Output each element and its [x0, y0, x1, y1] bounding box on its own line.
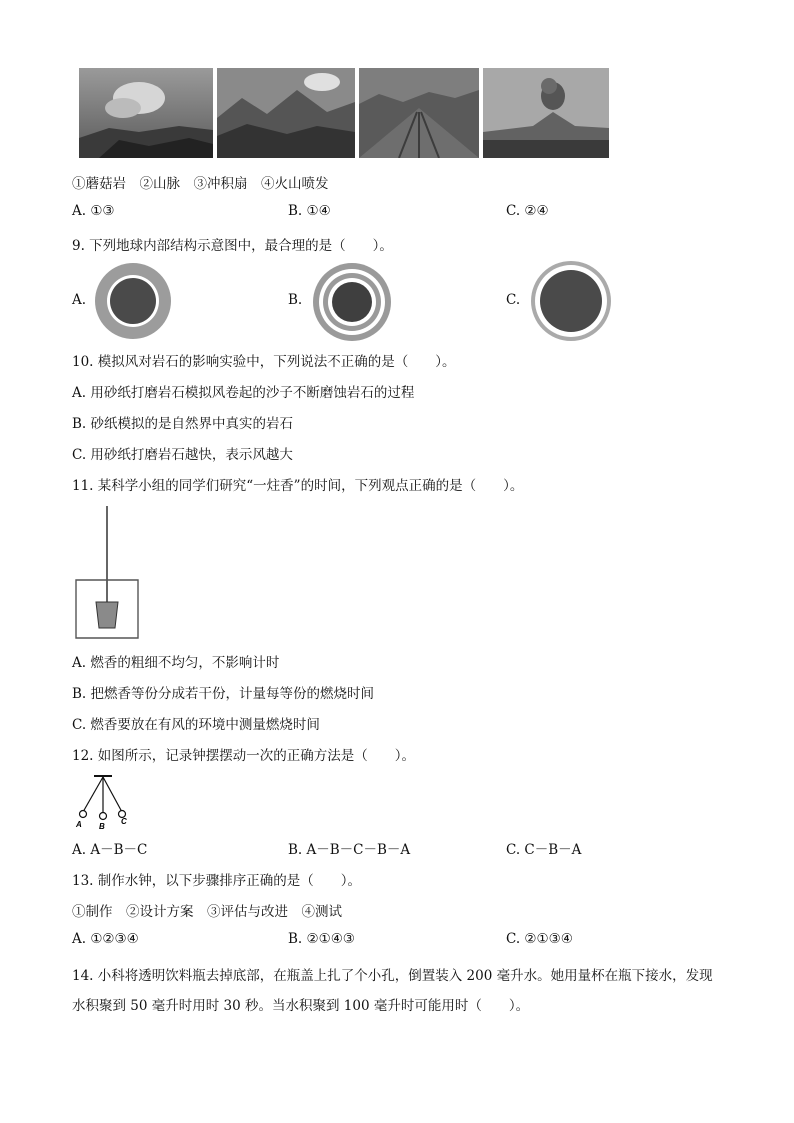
pendulum-diagram [74, 774, 132, 830]
q14-stem-line1: 14. 小科将透明饮料瓶去掉底部，在瓶盖上扎了个小孔，倒置装入 200 毫升水。她用量杯在瓶下接水，发现 [72, 968, 713, 984]
photo-alluvial-fan [359, 68, 479, 158]
pendulum-label-c: C [121, 817, 127, 826]
q11-option-a[interactable]: A. 燃香的粗细不均匀，不影响计时 [72, 655, 280, 671]
earth-structure-diagram-b [312, 262, 392, 342]
q11-stem: 11. 某科学小组的同学们研究“一炷香”的时间，下列观点正确的是（ ）。 [72, 478, 524, 494]
photo-mountains [217, 68, 355, 158]
q13-option-c[interactable]: C. ②①③④ [506, 931, 573, 947]
q11-option-c[interactable]: C. 燃香要放在有风的环境中测量燃烧时间 [72, 717, 320, 733]
q8-option-b[interactable]: B. ①④ [288, 203, 331, 219]
pendulum-label-a: A [76, 820, 82, 829]
q11-option-b[interactable]: B. 把燃香等份分成若干份，计量每等份的燃烧时间 [72, 686, 375, 702]
incense-diagram [74, 504, 140, 640]
q9-stem: 9. 下列地球内部结构示意图中，最合理的是（ ）。 [72, 238, 393, 254]
q10-option-c[interactable]: C. 用砂纸打磨岩石越快，表示风越大 [72, 447, 293, 463]
q8-caption: ①蘑菇岩 ②山脉 ③冲积扇 ④火山喷发 [72, 176, 329, 192]
q12-option-b[interactable]: B. A－B－C－B－A [288, 842, 411, 858]
q10-option-a[interactable]: A. 用砂纸打磨岩石模拟风卷起的沙子不断磨蚀岩石的过程 [72, 385, 415, 401]
q12-stem: 12. 如图所示，记录钟摆摆动一次的正确方法是（ ）。 [72, 748, 416, 764]
q8-option-a[interactable]: A. ①③ [72, 203, 115, 219]
q13-caption: ①制作 ②设计方案 ③评估与改进 ④测试 [72, 904, 342, 920]
q13-option-b[interactable]: B. ②①④③ [288, 931, 355, 947]
landform-photos [79, 68, 609, 158]
q9-option-b[interactable]: B. [288, 292, 303, 308]
q13-stem: 13. 制作水钟，以下步骤排序正确的是（ ）。 [72, 873, 362, 889]
q13-option-a[interactable]: A. ①②③④ [72, 931, 139, 947]
earth-structure-diagram-c [530, 260, 612, 342]
q8-option-c[interactable]: C. ②④ [506, 203, 549, 219]
pendulum-label-b: B [99, 822, 105, 830]
q10-option-b[interactable]: B. 砂纸模拟的是自然界中真实的岩石 [72, 416, 294, 432]
photo-volcano-eruption [483, 68, 609, 158]
q12-option-a[interactable]: A. A－B－C [72, 842, 148, 858]
q12-option-c[interactable]: C. C－B－A [506, 842, 582, 858]
q10-stem: 10. 模拟风对岩石的影响实验中，下列说法不正确的是（ ）。 [72, 354, 456, 370]
earth-structure-diagram-a [94, 262, 172, 340]
q9-option-a[interactable]: A. [72, 292, 87, 308]
q14-stem-line2: 水积聚到 50 毫升时用时 30 秒。当水积聚到 100 毫升时可能用时（ ）。 [72, 998, 530, 1014]
q9-option-c[interactable]: C. [506, 292, 521, 308]
photo-mushroom-rock [79, 68, 213, 158]
